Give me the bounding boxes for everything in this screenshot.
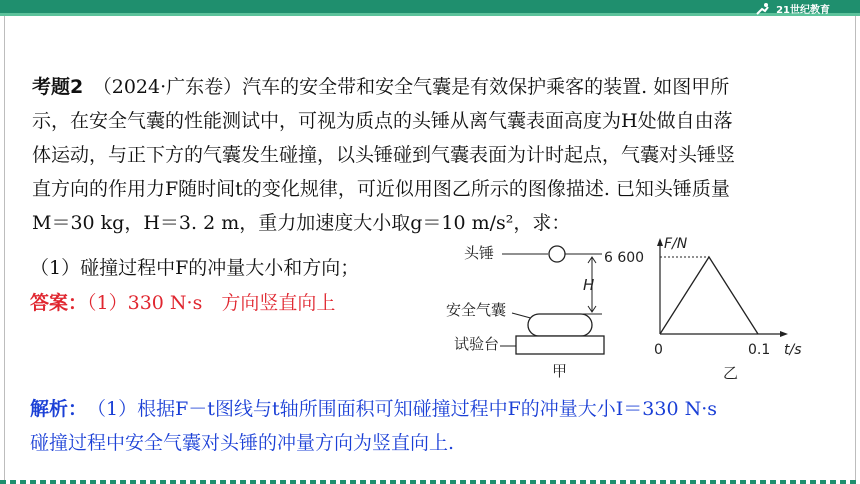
answer-label: 答案： [30,292,88,314]
problem-line-4: 直方向的作用力F随时间t的变化规律，可近似用图乙所示的图像描述. 已知头锤质量 [32,178,730,200]
caption-yi: 乙 [723,364,739,382]
x-tick-0: 0 [654,342,663,358]
y-tick-max: 6 600 [604,250,645,266]
test-table [516,336,604,354]
problem-line-1: 考题2 （2024·广东卷）汽车的安全带和安全气囊是有效保护乘客的装置. 如图甲所 [32,76,730,98]
question-1: （1）碰撞过程中F的冲量大小和方向； [30,257,360,279]
explanation-label: 解析： [30,398,78,420]
brand-logo [754,1,830,16]
table-label: 试验台 [454,335,500,353]
figure-jia [440,236,620,382]
problem-text [32,70,735,240]
bottom-border [0,480,860,484]
runner-icon [754,3,772,15]
problem-line-5: M＝30 kg，H＝3. 2 m，重力加速度大小取g＝10 m/s²，求： [32,212,571,234]
problem-line-2: 示，在安全气囊的性能测试中，可视为质点的头锤从离气囊表面高度为H处做自由落 [32,110,733,132]
left-border [4,16,5,484]
head-hammer [549,246,565,262]
answer-line [30,288,335,315]
caption-jia: 甲 [552,362,568,380]
head-label: 头锤 [464,244,495,262]
problem-label: 考题2 [32,76,84,98]
x-axis-arrow [780,331,788,337]
right-border [855,16,856,484]
y-axis-arrow [657,238,663,246]
answer-text: （1）330 N·s 方向竖直向上 [87,292,336,314]
airbag [528,314,592,336]
airbag-label: 安全气囊 [446,301,507,319]
force-time-line [660,257,758,334]
height-label: H [583,276,595,294]
x-axis-label: t/s [784,342,802,358]
y-axis-label: F/N [664,236,688,252]
x-tick-1: 0.1 [748,342,771,358]
problem-line-3: 体运动，与正下方的气囊发生碰撞，以头锤碰到气囊表面为计时起点，气囊对头锤竖 [32,144,736,166]
figure-yi-chart [600,232,812,382]
explanation-block [30,392,717,460]
logo-text: 21世纪教育 [776,5,830,16]
explanation-line-2: 碰撞过程中安全气囊对头锤的冲量方向为竖直向上. [30,432,455,454]
banner-stripe [0,13,860,16]
top-banner [0,0,860,16]
explanation-line-1: 解析： （1）根据F－t图线与t轴所围面积可知碰撞过程中F的冲量大小I＝330 N·s [30,398,717,420]
